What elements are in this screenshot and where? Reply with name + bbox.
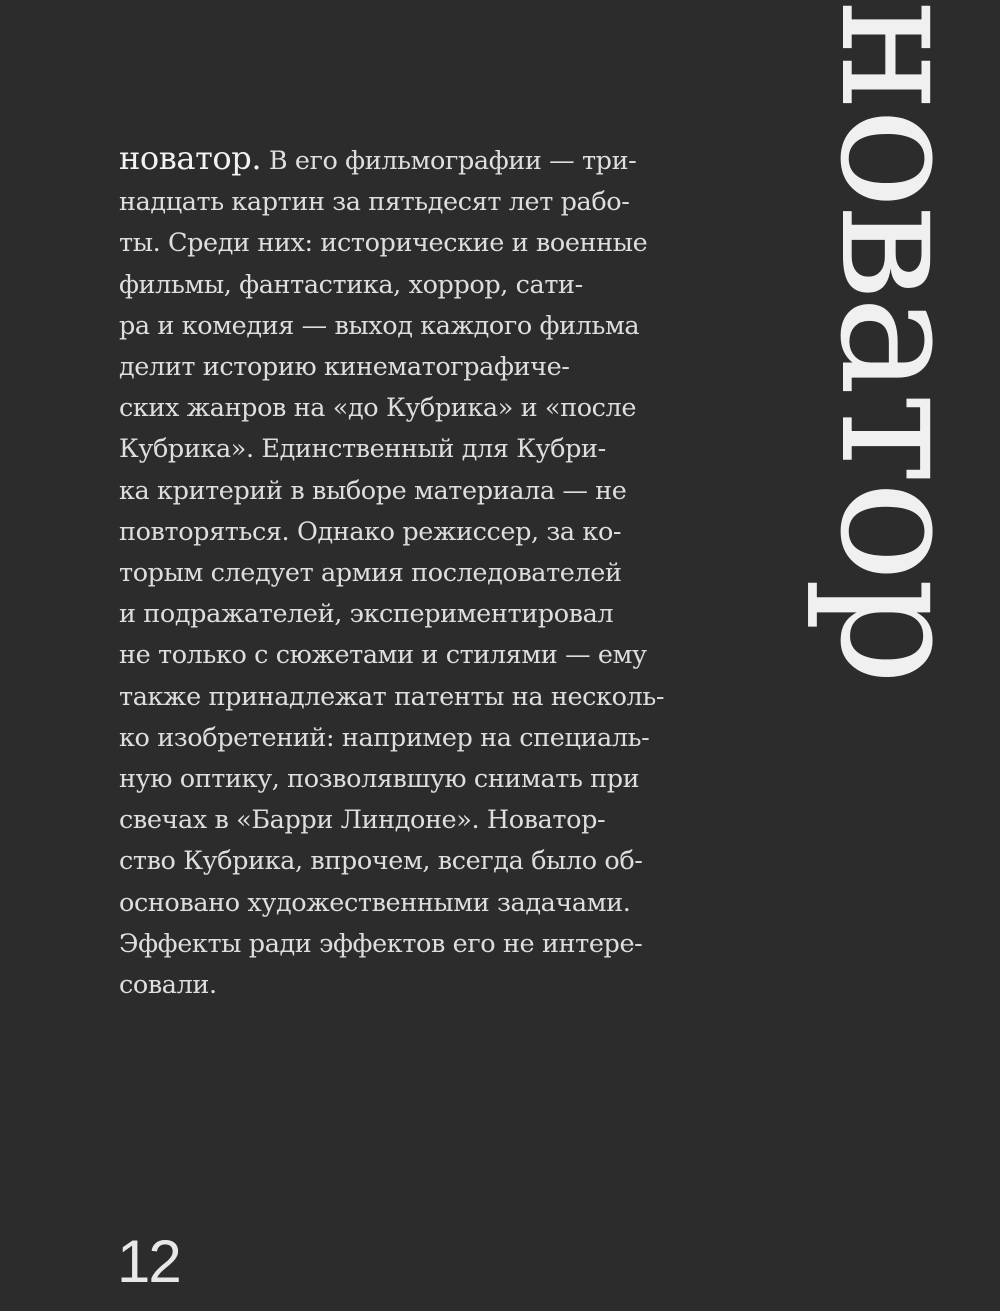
article-line: ских жанров на «до Кубрика» и «после <box>119 393 637 424</box>
page-number: 12 <box>117 1228 180 1295</box>
article-line: ра и комедия — выход каждого фильма <box>119 310 640 341</box>
lead-word: новатор. <box>119 139 262 177</box>
article-line: Кубрика». Единственный для Кубри- <box>119 434 606 465</box>
article-line: также принадлежат патенты на несколь- <box>119 681 665 712</box>
article-line: ты. Среди них: исторические и военные <box>119 228 648 259</box>
article-line: ко изобретений: например на специаль- <box>119 722 650 753</box>
article-line: повторяться. Однако режиссер, за ко- <box>119 516 622 547</box>
article-line: торым следует армия последователей <box>119 558 622 589</box>
article-line: надцать картин за пятьдесят лет рабо- <box>119 187 630 218</box>
article-body <box>119 138 664 1006</box>
article-line: Эффекты ради эффектов его не интере- <box>119 928 643 959</box>
article-line: ка критерий в выборе материала — не <box>119 475 627 506</box>
article-line: ство Кубрика, впрочем, всегда было об- <box>119 846 643 877</box>
article-line: не только с сюжетами и стилями — ему <box>119 640 647 671</box>
article-line: фильмы, фантастика, хоррор, сати- <box>119 269 583 300</box>
article-line: совали. <box>119 970 217 1001</box>
vertical-chapter-title: новатор <box>803 0 999 682</box>
article-line: свечах в «Барри Линдоне». Новатор- <box>119 805 606 836</box>
article-line-first <box>119 138 664 182</box>
article-line: и подражателей, экспериментировал <box>119 599 614 630</box>
article-line: делит историю кинематографиче- <box>119 352 570 383</box>
article-line: ную оптику, позволявшую снимать при <box>119 764 640 795</box>
first-line-text: В его фильмографии — три- <box>261 146 637 176</box>
article-line: основано художественными задачами. <box>119 887 631 918</box>
